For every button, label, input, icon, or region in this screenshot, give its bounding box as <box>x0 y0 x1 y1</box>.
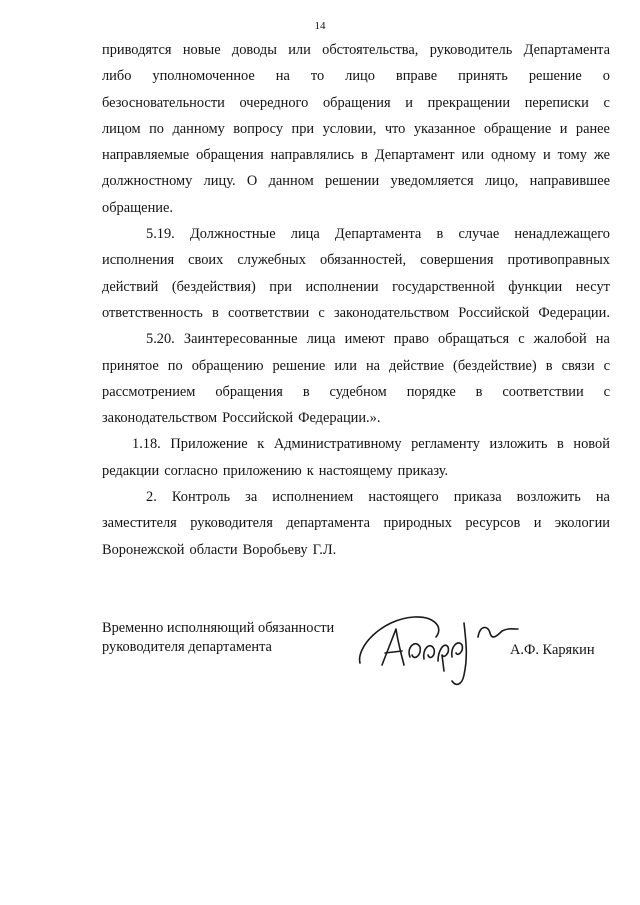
word: ненадлежащего <box>514 226 610 243</box>
text-line <box>102 195 610 221</box>
handwritten-signature <box>352 595 522 695</box>
word: Департамента <box>523 42 610 58</box>
word: Департамента <box>334 226 422 243</box>
word: Контроль <box>171 489 231 506</box>
word: приложению <box>222 462 302 479</box>
signatory-name: А.Ф. Карякин <box>510 642 595 658</box>
text-line <box>102 431 610 457</box>
word: обязанностей, <box>319 252 407 269</box>
word: Российской <box>458 304 530 321</box>
word: исполнением <box>272 489 354 506</box>
word: в <box>436 226 444 243</box>
word: О <box>246 173 258 190</box>
word: Административному <box>273 436 402 453</box>
word: Российской <box>222 410 294 427</box>
word: служебных <box>237 252 306 269</box>
word: условии, <box>322 120 377 137</box>
word: обращаться <box>438 331 510 348</box>
word: на <box>595 489 610 506</box>
word: природных <box>383 515 452 532</box>
word: соответствии <box>227 304 310 321</box>
text-line <box>102 484 610 510</box>
word: исполнении <box>305 278 379 295</box>
word: за <box>245 489 258 506</box>
word: при <box>291 120 315 137</box>
word: новой <box>573 436 610 453</box>
word: несут <box>575 278 610 295</box>
word: принятое <box>102 357 159 374</box>
word: связи <box>561 357 595 374</box>
text-line <box>102 379 610 405</box>
word: (бездействия) <box>171 278 256 295</box>
word: прекращении <box>427 94 511 111</box>
word: одному <box>490 147 537 164</box>
word: на <box>595 331 610 348</box>
word: вопросу <box>233 120 284 137</box>
word: и <box>559 120 568 137</box>
word: обращение. <box>102 199 173 216</box>
page-number: 14 <box>314 20 326 32</box>
word: настоящего <box>368 489 439 506</box>
word: противоправных <box>507 252 610 269</box>
word: действие <box>389 357 445 374</box>
word: уполномоченное <box>152 68 255 85</box>
word: Должностные <box>189 226 276 243</box>
word: направлялись <box>270 147 355 164</box>
word: с <box>603 383 610 400</box>
word: руководителя <box>190 515 273 532</box>
word: приказа <box>453 489 502 506</box>
word: регламенту <box>411 436 480 453</box>
word: принять <box>458 68 508 85</box>
word: судебном <box>329 383 387 400</box>
word: в <box>475 383 483 400</box>
word: порядке <box>406 383 456 400</box>
word: обращения <box>215 383 283 400</box>
word: данном <box>268 173 314 190</box>
word: Департамент <box>374 147 455 164</box>
word: должностному <box>102 173 193 190</box>
word: же <box>593 147 610 164</box>
word: случае <box>458 226 500 243</box>
text-line <box>102 510 610 536</box>
word: обстоятельства, <box>322 42 419 58</box>
word: экологии <box>554 515 610 532</box>
word: либо <box>102 68 132 85</box>
word: 2. <box>146 489 157 506</box>
word: к <box>257 436 265 453</box>
text-line <box>102 537 610 563</box>
word: направившее <box>529 173 610 190</box>
signatory-position-line-1: Временно исполняющий обязанности <box>102 620 335 636</box>
word: с <box>518 331 525 348</box>
word: решение <box>528 68 582 85</box>
word: исполнения <box>102 252 175 269</box>
word: лицо <box>345 68 375 85</box>
word: к <box>306 462 314 479</box>
word: действий <box>102 278 159 295</box>
word: функции <box>508 278 563 295</box>
word: новые <box>182 42 221 58</box>
word: рассмотрением <box>102 383 196 400</box>
document-body <box>102 37 610 563</box>
word: жалобой <box>533 331 587 348</box>
text-line <box>102 274 610 300</box>
word: Г.Л. <box>312 541 337 558</box>
word: обращению <box>191 357 264 374</box>
text-line <box>102 300 610 326</box>
word: руководитель <box>429 42 513 58</box>
word: настоящему <box>318 462 393 479</box>
word: своих <box>188 252 224 269</box>
word: лицо, <box>484 173 519 190</box>
word: или <box>334 357 357 374</box>
word: обращения <box>322 94 391 111</box>
word: ответственность <box>102 304 203 321</box>
word: при <box>269 278 292 295</box>
word: с <box>603 357 610 374</box>
word: в <box>211 304 219 321</box>
word: право <box>393 331 429 348</box>
word: законодательством <box>333 304 450 321</box>
word: лица <box>306 331 336 348</box>
text-line <box>102 326 610 352</box>
word: уведомляется <box>390 173 474 190</box>
word: редакции <box>102 462 160 479</box>
word: лицу. <box>203 173 236 190</box>
word: то <box>310 68 325 85</box>
word: приказу. <box>397 462 449 479</box>
word: с <box>318 304 325 321</box>
word: на <box>365 357 381 374</box>
word: Заинтересованные <box>183 331 298 348</box>
word: по <box>167 357 183 374</box>
word: в <box>360 147 368 164</box>
word: в <box>302 383 310 400</box>
word: обращение <box>483 120 552 137</box>
text-line <box>102 90 610 116</box>
word: по <box>149 120 164 137</box>
word: в <box>545 357 553 374</box>
text-line <box>102 63 610 89</box>
word: на <box>275 68 290 85</box>
text-line <box>102 221 610 247</box>
word: возложить <box>516 489 581 506</box>
word: изложить <box>489 436 548 453</box>
word: лица <box>290 226 320 243</box>
word: или <box>461 147 485 164</box>
word: Федерации.». <box>298 410 381 427</box>
signatory-position <box>102 619 334 657</box>
word: Воронежской <box>102 541 185 558</box>
word: государственной <box>392 278 495 295</box>
word: данному <box>172 120 225 137</box>
text-line <box>102 116 610 142</box>
word: и <box>405 94 413 111</box>
word: безосновательности <box>102 94 225 111</box>
word: решении <box>325 173 380 190</box>
word: что <box>384 120 406 137</box>
word: согласно <box>164 462 218 479</box>
word: вправе <box>395 68 438 85</box>
word: приводятся <box>102 42 172 58</box>
word: или <box>288 42 311 58</box>
word: обращения <box>196 147 264 164</box>
word: 5.20. <box>146 331 175 348</box>
word: законодательством <box>102 410 218 427</box>
word: переписки <box>524 94 589 111</box>
text-line <box>102 142 610 168</box>
word: решение <box>272 357 326 374</box>
text-line <box>102 168 610 194</box>
word: и <box>542 147 551 164</box>
word: доводы <box>231 42 277 58</box>
word: (бездействие) <box>453 357 537 374</box>
word: лицом <box>102 120 141 137</box>
word: Приложение <box>170 436 248 453</box>
word: тому <box>557 147 587 164</box>
word: с <box>603 94 610 111</box>
word: совершения <box>420 252 494 269</box>
word: ранее <box>575 120 610 137</box>
word: департамента <box>286 515 370 532</box>
word: направляемые <box>102 147 190 164</box>
text-line <box>102 37 610 63</box>
signatory-position-line-2: руководителя департамента <box>102 639 272 655</box>
word: очередного <box>239 94 309 111</box>
word: имеют <box>344 331 385 348</box>
text-line <box>102 353 610 379</box>
word: Воробьеву <box>242 541 308 558</box>
text-line <box>102 458 610 484</box>
word: области <box>189 541 238 558</box>
word: соответствии <box>502 383 584 400</box>
word: в <box>557 436 564 453</box>
word: 5.19. <box>146 226 175 243</box>
word: и <box>533 515 542 532</box>
word: ресурсов <box>465 515 521 532</box>
word: 1.18. <box>132 436 161 453</box>
word: указанное <box>413 120 476 137</box>
word: о <box>602 68 610 85</box>
signature-block <box>102 619 610 709</box>
text-line <box>102 405 610 431</box>
text-line <box>102 247 610 273</box>
word: заместителя <box>102 515 177 532</box>
word: Федерации. <box>538 304 610 321</box>
